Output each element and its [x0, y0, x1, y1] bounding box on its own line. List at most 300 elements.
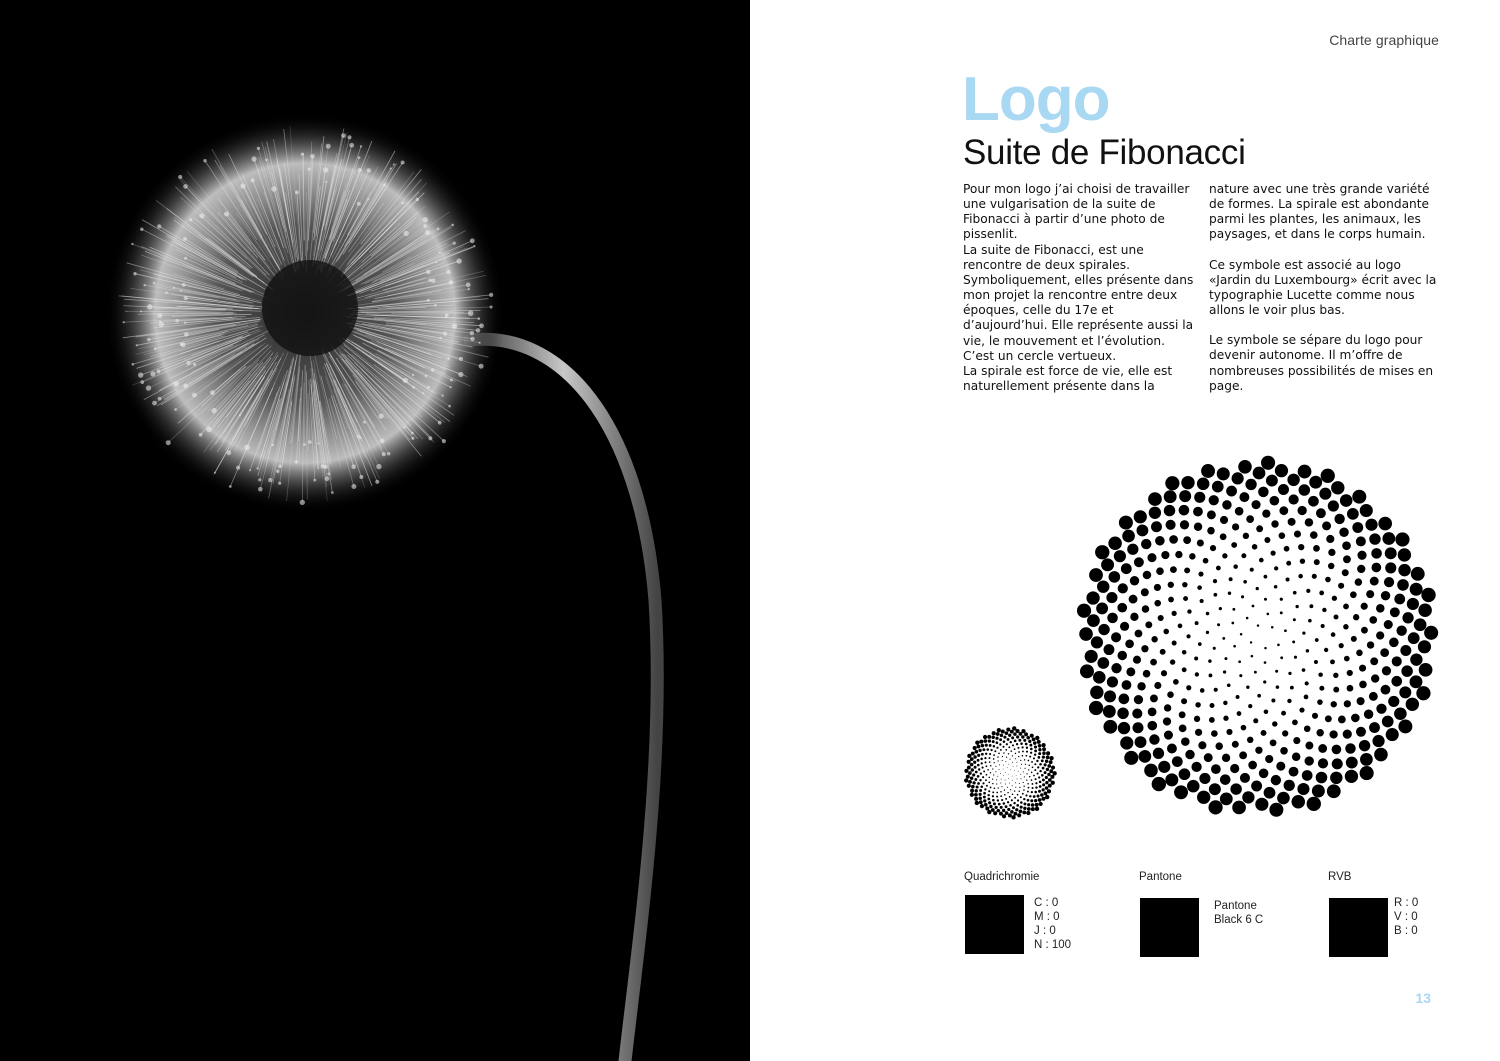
spiral-dot: [1118, 583, 1128, 593]
spiral-dot: [1356, 650, 1363, 657]
spiral-dot: [1266, 475, 1278, 487]
spiral-dot: [1020, 806, 1023, 809]
swatch-label: Quadrichromie: [964, 871, 1040, 883]
spiral-dot: [987, 794, 989, 796]
spiral-dot: [1309, 476, 1322, 489]
spiral-dot: [1194, 716, 1200, 722]
spiral-dot: [1000, 806, 1003, 809]
swatch-values: [1394, 896, 1418, 938]
spiral-dot: [1141, 539, 1151, 549]
seed-tuft: [271, 444, 274, 447]
spiral-dot: [1029, 776, 1030, 777]
seed-tuft: [181, 342, 186, 347]
spiral-dot: [992, 791, 994, 793]
spiral-dot: [977, 759, 980, 762]
spiral-dot: [977, 745, 981, 749]
spiral-dot: [997, 756, 998, 757]
body-column-right: [1209, 182, 1441, 394]
spiral-dot: [1338, 583, 1344, 589]
spiral-dot: [1361, 603, 1368, 610]
seed-tuft: [159, 322, 164, 327]
seed-tuft: [331, 491, 334, 494]
spiral-dot: [1009, 796, 1011, 798]
spiral-dot: [1288, 672, 1291, 675]
spiral-dot: [1222, 754, 1230, 762]
spiral-dot: [1213, 647, 1216, 650]
spiral-dot: [1034, 799, 1037, 802]
seed-tuft: [376, 464, 381, 469]
spiral-dot: [1183, 596, 1188, 601]
spiral-dot: [1005, 805, 1008, 808]
spiral-dot: [1001, 779, 1002, 780]
spiral-dot: [1033, 741, 1036, 744]
spiral-dot: [1170, 566, 1177, 573]
spiral-dot: [1132, 722, 1143, 733]
spiral-dot: [997, 799, 999, 801]
spiral-dot: [1321, 469, 1335, 483]
spiral-dot: [1280, 656, 1283, 659]
spiral-dot: [1133, 656, 1141, 664]
spiral-dot: [1390, 607, 1400, 617]
spiral-dot: [1267, 613, 1270, 616]
spiral-dot: [1031, 791, 1033, 793]
spiral-dot: [996, 741, 999, 744]
spiral-dot: [1223, 716, 1228, 721]
spiral-dot: [1401, 665, 1413, 677]
spiral-dot: [1186, 634, 1190, 638]
spiral-dot: [1342, 569, 1349, 576]
spiral-dot: [1293, 591, 1297, 595]
spiral-dot: [1264, 709, 1269, 714]
spiral-dot: [1226, 486, 1237, 497]
spiral-dot: [1230, 783, 1241, 794]
spiral-dot: [1007, 767, 1008, 768]
spiral-dot: [1023, 771, 1024, 772]
spiral-dot: [1017, 813, 1021, 817]
spiral-dot: [1104, 690, 1116, 702]
spiral-dot: [1137, 525, 1149, 537]
body-column-left: [963, 182, 1195, 394]
spiral-dot: [1039, 802, 1043, 806]
swatch-label: RVB: [1328, 871, 1352, 883]
spiral-dot: [1024, 768, 1025, 769]
spiral-dot: [1316, 508, 1326, 518]
spiral-dot: [1049, 760, 1053, 764]
seed-tuft: [448, 405, 451, 408]
spiral-dot: [1223, 701, 1227, 705]
spiral-dot: [1275, 670, 1278, 673]
spiral-dot: [1286, 561, 1291, 566]
swatch-label: Pantone: [1139, 871, 1182, 883]
seed-tuft: [401, 161, 405, 165]
spiral-dot: [1161, 670, 1167, 676]
spiral-dot: [985, 761, 987, 763]
spiral-dot: [1185, 750, 1194, 759]
spiral-dot: [1028, 760, 1030, 762]
spiral-dot: [1356, 727, 1366, 737]
spiral-dot: [1114, 550, 1126, 562]
spiral-dot: [1135, 630, 1143, 638]
spiral-dot: [1313, 545, 1320, 552]
spiral-dot: [1288, 518, 1296, 526]
page-number: 13: [1415, 990, 1431, 1006]
seed-tuft: [244, 445, 249, 450]
spiral-dot: [1048, 784, 1052, 788]
paragraph: Le symbole se sépare du logo pour devenir autonome. Il m’offre de nombreuses possibilités de mises en page.: [1209, 333, 1434, 393]
spiral-dot: [1016, 762, 1017, 763]
spiral-dot: [1020, 801, 1023, 804]
spiral-dot: [1180, 520, 1189, 529]
spiral-dot: [996, 796, 998, 798]
spiral-dot: [1382, 532, 1395, 545]
swatch-value: N : 100: [1034, 939, 1072, 951]
spiral-dot: [975, 789, 978, 792]
seed-tuft: [276, 470, 279, 473]
spiral-dot: [1398, 564, 1410, 576]
spiral-dot: [1243, 580, 1247, 584]
spiral-dot: [1195, 702, 1201, 708]
spiral-dot: [1328, 563, 1334, 569]
spiral-dot: [1367, 641, 1374, 648]
seed-tuft: [146, 385, 151, 390]
spiral-dot: [1370, 657, 1378, 665]
spiral-dot: [1279, 506, 1288, 515]
spiral-dot: [1013, 812, 1017, 816]
spiral-dot: [1015, 758, 1016, 759]
spiral-dot: [1410, 675, 1423, 688]
seed-tuft: [358, 156, 361, 159]
spiral-dot: [1300, 558, 1305, 563]
seed-tuft: [183, 237, 187, 241]
spiral-dot: [1109, 571, 1121, 583]
spiral-dot: [1282, 730, 1288, 736]
spiral-dot: [1245, 479, 1256, 490]
paragraph: Ce symbole est associé au logo «Jardin du Luxembourg» écrit avec la typographie Lucette comme nous allons le voir plus bas.: [1209, 257, 1437, 318]
spiral-dot: [1357, 697, 1365, 705]
spiral-dot: [982, 748, 985, 751]
spiral-dot: [990, 772, 991, 773]
spiral-dot: [1000, 749, 1002, 751]
spiral-dot: [1295, 605, 1298, 608]
spiral-dot: [1286, 578, 1290, 582]
swatch-pantone: [1139, 871, 1264, 926]
spiral-dot: [1274, 585, 1278, 589]
spiral-dot: [1332, 596, 1337, 601]
spiral-dot: [973, 761, 976, 764]
spiral-dot: [1222, 500, 1231, 509]
spiral-dot: [1272, 721, 1277, 726]
spiral-dot: [1376, 631, 1384, 639]
spiral-dot: [1012, 780, 1013, 781]
spiral-dot: [1029, 795, 1031, 797]
spiral-dot: [1107, 676, 1118, 687]
spiral-dot: [998, 787, 999, 788]
spiral-dot: [1292, 753, 1301, 762]
spiral-dot: [1399, 686, 1411, 698]
spiral-dot: [1360, 504, 1373, 517]
spiral-dot: [1045, 776, 1048, 779]
spiral-dot: [1045, 795, 1049, 799]
spiral-dot: [1220, 533, 1227, 540]
spiral-dot: [979, 779, 981, 781]
spiral-dot: [1013, 732, 1017, 736]
spiral-dot: [1045, 781, 1048, 784]
spiral-dot: [1198, 571, 1203, 576]
spiral-dot: [993, 754, 995, 756]
spiral-dot: [1021, 764, 1022, 765]
spiral-dot: [1016, 766, 1017, 767]
spiral-dot: [1039, 763, 1042, 766]
spiral-dot: [1031, 779, 1033, 781]
spiral-dot: [999, 738, 1002, 741]
spiral-dot: [1000, 795, 1002, 797]
spiral-dot: [1005, 780, 1006, 781]
spiral-dot: [1270, 496, 1280, 506]
spiral-dot: [1124, 751, 1138, 765]
spiral-dot: [1178, 624, 1183, 629]
spiral-dot: [1330, 772, 1342, 784]
spiral-dot: [992, 731, 996, 735]
spiral-dot: [1181, 698, 1187, 704]
spiral-dot: [993, 811, 997, 815]
spiral-dot: [1314, 559, 1320, 565]
spiral-dot: [1210, 703, 1215, 708]
spiral-dot: [1293, 737, 1300, 744]
seed-tuft: [360, 145, 362, 147]
spiral-dot: [1008, 774, 1009, 775]
seed-tuft: [249, 469, 251, 471]
spiral-dot: [1085, 650, 1098, 663]
spiral-dot: [992, 768, 993, 769]
seed-tuft: [468, 310, 474, 316]
seed-tuft: [470, 331, 474, 335]
seed-tuft: [199, 433, 203, 437]
spiral-dot: [1010, 759, 1011, 760]
spiral-dot: [985, 807, 989, 811]
seed-tuft: [144, 284, 146, 286]
spiral-dot: [977, 782, 980, 785]
spiral-dot: [1156, 567, 1164, 575]
fibonacci-spiral-logo-small: [962, 725, 1058, 821]
spiral-dot: [974, 766, 977, 769]
seed-tuft: [445, 313, 449, 317]
spiral-dot: [1098, 624, 1109, 635]
seed-tuft: [367, 168, 371, 172]
spiral-dot: [1331, 701, 1337, 707]
spiral-dot: [1044, 771, 1047, 774]
spiral-dot: [1270, 739, 1277, 746]
seed-tuft: [152, 401, 157, 406]
spiral-dot: [1329, 730, 1337, 738]
spiral-dot: [997, 809, 1001, 813]
spiral-dot: [983, 770, 985, 772]
seed-tuft: [437, 227, 440, 230]
spiral-dot: [1220, 774, 1231, 785]
spiral-dot: [1014, 797, 1016, 799]
stem: [470, 339, 657, 1061]
spiral-dot: [1035, 736, 1039, 740]
spiral-dot: [1395, 532, 1409, 546]
spiral-dot: [1238, 660, 1241, 663]
spiral-dot: [995, 771, 996, 772]
seed-tuft: [393, 163, 395, 165]
spiral-dot: [1424, 626, 1438, 640]
spiral-dot: [1378, 517, 1392, 531]
spiral-dot: [987, 810, 991, 814]
spiral-dot: [1020, 768, 1021, 769]
seed-tuft: [157, 313, 162, 318]
spiral-dot: [1033, 795, 1036, 798]
spiral-dot: [1012, 794, 1014, 796]
spiral-dot: [971, 768, 974, 771]
spiral-dot: [1132, 708, 1142, 718]
spiral-dot: [1008, 753, 1009, 754]
spiral-dot: [1021, 735, 1024, 738]
seed-tuft: [325, 181, 327, 183]
seed-tuft: [326, 144, 331, 149]
spiral-dot: [964, 769, 968, 773]
spiral-dot: [1280, 611, 1283, 614]
spiral-dot: [1015, 808, 1018, 811]
spiral-dot: [972, 773, 975, 776]
spiral-dot: [1155, 536, 1165, 546]
spiral-dot: [1340, 494, 1353, 507]
spiral-dot: [1344, 656, 1350, 662]
spiral-dot: [1191, 762, 1201, 772]
spiral-dot: [1165, 773, 1178, 786]
spiral-dot: [980, 804, 984, 808]
spiral-dot: [1003, 769, 1004, 770]
spiral-dot: [1014, 748, 1016, 750]
spiral-dot: [1168, 582, 1174, 588]
spiral-dot: [1117, 603, 1127, 613]
spiral-dot: [990, 765, 991, 766]
seed-tuft: [174, 408, 177, 411]
spiral-dot: [1035, 803, 1039, 807]
spiral-dot: [1106, 592, 1117, 603]
spiral-dot: [1002, 814, 1006, 818]
seed-tuft: [490, 306, 493, 309]
spiral-dot: [1208, 659, 1211, 662]
seed-tuft: [428, 436, 432, 440]
spiral-dot: [988, 801, 991, 804]
spiral-dot: [1326, 535, 1334, 543]
spiral-dot: [1319, 591, 1324, 596]
swatch-value: V : 0: [1394, 911, 1418, 923]
seed-tuft: [431, 278, 436, 283]
seed-tuft: [442, 395, 444, 397]
spiral-dot: [1233, 645, 1236, 648]
spiral-dot: [1350, 591, 1357, 598]
spiral-dot: [1122, 530, 1135, 543]
seed-tuft: [351, 484, 356, 489]
spiral-dot: [1005, 731, 1009, 735]
spiral-dot: [1153, 748, 1164, 759]
spiral-dot: [1232, 472, 1244, 484]
spiral-dot: [1107, 613, 1118, 624]
spiral-dot: [1029, 756, 1031, 758]
spiral-dot: [1080, 664, 1094, 678]
spiral-dot: [1372, 735, 1384, 747]
spiral-dot: [1231, 622, 1234, 625]
seed-tuft: [138, 372, 143, 377]
seed-tuft: [153, 282, 155, 284]
seed-tuft: [257, 147, 260, 150]
spiral-dot: [1194, 492, 1205, 503]
spiral-dot: [1223, 670, 1226, 673]
spiral-dot: [1032, 783, 1034, 785]
spiral-dot: [981, 744, 985, 748]
spiral-dot: [1023, 807, 1026, 810]
spiral-dot: [1292, 719, 1298, 725]
seed-tuft: [136, 344, 138, 346]
spiral-dot: [1359, 740, 1370, 751]
seed-tuft: [445, 316, 447, 318]
spiral-dot: [1343, 624, 1348, 629]
spiral-dot: [1005, 749, 1007, 751]
spiral-dot: [978, 796, 982, 800]
spiral-dot: [1093, 671, 1106, 684]
spiral-dot: [1271, 551, 1276, 556]
spiral-dot: [1302, 668, 1306, 672]
spiral-dot: [1033, 775, 1035, 777]
spiral-dot: [1212, 481, 1224, 493]
spiral-dot: [1179, 724, 1187, 732]
spiral-dot: [1371, 674, 1379, 682]
seed-tuft: [466, 282, 471, 287]
spiral-dot: [989, 757, 991, 759]
spiral-dot: [1042, 783, 1045, 786]
spiral-dot: [1236, 695, 1240, 699]
spiral-dot: [1042, 747, 1046, 751]
spiral-dot: [1023, 786, 1024, 787]
spiral-dot: [1271, 775, 1281, 785]
spiral-dot: [1026, 736, 1030, 740]
spiral-dot: [1302, 631, 1305, 634]
spiral-dot: [1230, 764, 1239, 773]
spiral-dot: [983, 792, 986, 795]
spiral-dot: [1370, 577, 1379, 586]
seed-tuft: [192, 393, 197, 398]
spiral-dot: [1398, 719, 1412, 733]
spiral-dot: [1258, 487, 1269, 498]
spiral-dot: [1232, 801, 1246, 815]
spiral-dot: [1038, 748, 1041, 751]
spiral-dot: [1187, 780, 1200, 793]
spiral-dot: [1089, 568, 1103, 582]
spiral-dot: [1010, 769, 1011, 770]
spiral-dot: [1122, 680, 1132, 690]
spiral-dot: [1213, 579, 1217, 583]
spiral-dot: [1254, 671, 1257, 674]
spiral-dot: [1312, 574, 1317, 579]
spiral-dot: [1134, 557, 1144, 567]
spiral-dot: [1143, 670, 1151, 678]
spiral-dot: [1179, 505, 1190, 516]
spiral-dot: [1086, 591, 1099, 604]
spiral-dot: [1031, 807, 1035, 811]
spiral-dot: [1032, 787, 1034, 789]
spiral-dot: [1017, 799, 1019, 801]
spiral-dot: [1031, 803, 1035, 807]
seed-tuft: [447, 357, 450, 360]
spiral-dot: [1252, 544, 1258, 550]
spiral-dot: [1214, 593, 1218, 597]
swatch-values: [1214, 899, 1263, 927]
spiral-dot: [967, 766, 971, 770]
spiral-dot: [975, 740, 979, 744]
spiral-dot: [1023, 798, 1025, 800]
